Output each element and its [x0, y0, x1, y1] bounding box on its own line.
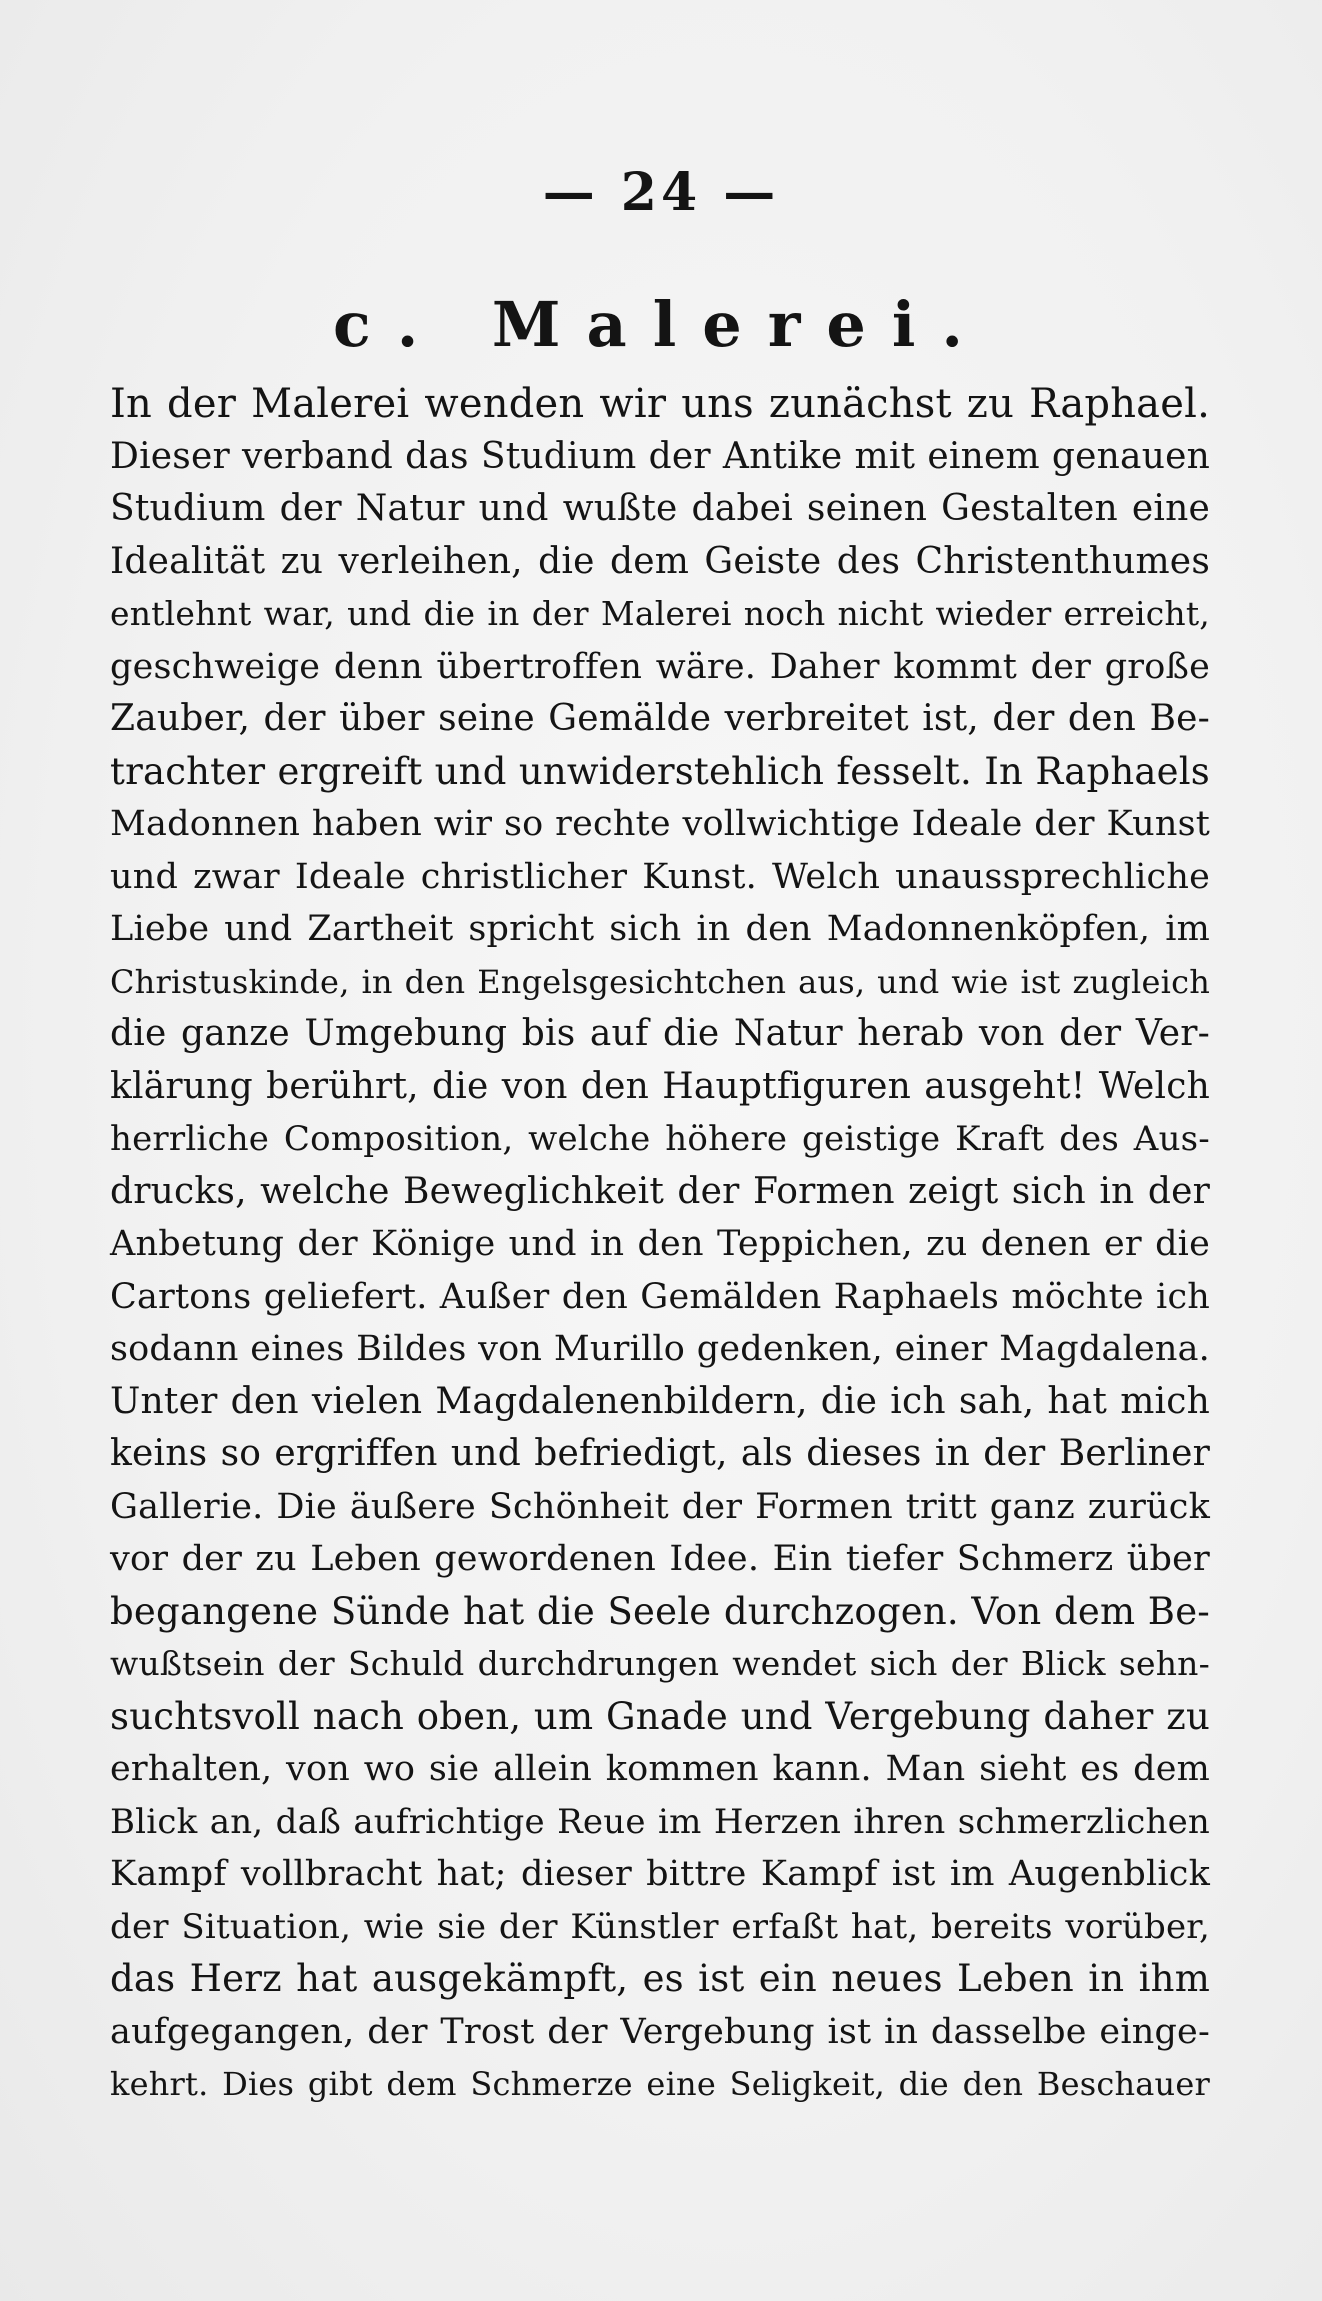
body-text: [110, 378, 1210, 2111]
text-line: vor der zu Leben gewordenen Idee. Ein tiefer Schmerz über: [110, 1539, 1210, 1579]
text-line: Idealität zu verleihen, die dem Geiste des Christenthumes: [110, 540, 1210, 582]
text-line: Blick an, daß aufrichtige Reue im Herzen ihren schmerzlichen: [110, 1801, 1210, 1842]
text-line: Anbetung der Könige und in den Teppichen, zu denen er die: [110, 1224, 1210, 1264]
page-number: — 24 —: [542, 162, 780, 223]
text-line: Kampf vollbracht hat; dieser bittre Kampf ist im Augenblick: [110, 1854, 1210, 1894]
text-line: begangene Sünde hat die Seele durchzogen. Von dem Be-: [110, 1589, 1210, 1633]
text-line: Cartons geliefert. Außer den Gemälden Raphaels möchte ich: [110, 1276, 1210, 1317]
text-line: Studium der Natur und wußte dabei seinen Gestalten eine: [110, 488, 1210, 529]
text-line: Madonnen haben wir so rechte vollwichtige Ideale der Kunst: [110, 804, 1210, 844]
text-line: wußtsein der Schuld durchdrungen wendet sich der Blick sehn-: [110, 1644, 1210, 1683]
text-line: kehrt. Dies gibt dem Schmerze eine Seligkeit, die den Beschauer: [110, 2065, 1210, 2103]
text-line: und zwar Ideale christlicher Kunst. Welch unaussprechliche: [110, 856, 1210, 897]
text-line: geschweige denn übertroffen wäre. Daher kommt der große: [110, 646, 1210, 687]
text-line: der Situation, wie sie der Künstler erfaßt hat, bereits vorüber,: [110, 1906, 1210, 1947]
text-line: suchtsvoll nach oben, um Gnade und Vergebung daher zu: [110, 1694, 1210, 1738]
text-line: aufgegangen, der Trost der Vergebung ist in dasselbe einge-: [110, 2011, 1210, 2052]
text-line: Gallerie. Die äußere Schönheit der Formen tritt ganz zurück: [110, 1486, 1210, 1527]
section-title: c. Malerei.: [333, 288, 989, 361]
text-line: entlehnt war, und die in der Malerei noch nicht wieder erreicht,: [110, 594, 1210, 633]
text-line: keins so ergriffen und befriedigt, als dieses in der Berliner: [110, 1433, 1210, 1474]
text-line: Liebe und Zartheit spricht sich in den Madonnenköpfen, im: [110, 909, 1210, 949]
text-line: klärung berührt, die von den Hauptfiguren ausgeht! Welch: [110, 1065, 1210, 1107]
text-line: erhalten, von wo sie allein kommen kann. Man sieht es dem: [110, 1749, 1210, 1789]
text-line: Unter den vielen Magdalenenbildern, die ich sah, hat mich: [110, 1380, 1210, 1422]
text-line: Zauber, der über seine Gemälde verbreitet ist, der den Be-: [110, 698, 1210, 739]
text-line: herrliche Composition, welche höhere geistige Kraft des Aus-: [110, 1119, 1210, 1159]
text-line: Dieser verband das Studium der Antike mit einem genauen: [110, 435, 1210, 477]
text-line: sodann eines Bildes von Murillo gedenken, einer Magdalena.: [110, 1329, 1210, 1369]
text-line: Christuskinde, in den Engelsgesichtchen aus, und wie ist zugleich: [110, 962, 1210, 1001]
text-line: das Herz hat ausgekämpft, es ist ein neues Leben in ihm: [110, 1957, 1210, 2000]
text-line: drucks, welche Beweglichkeit der Formen zeigt sich in der: [110, 1170, 1210, 1212]
text-line: In der Malerei wenden wir uns zunächst zu Raphael.: [110, 381, 1210, 427]
text-line: die ganze Umgebung bis auf die Natur herab von der Ver-: [110, 1013, 1210, 1054]
text-line: trachter ergreift und unwiderstehlich fesselt. In Raphaels: [110, 749, 1210, 793]
